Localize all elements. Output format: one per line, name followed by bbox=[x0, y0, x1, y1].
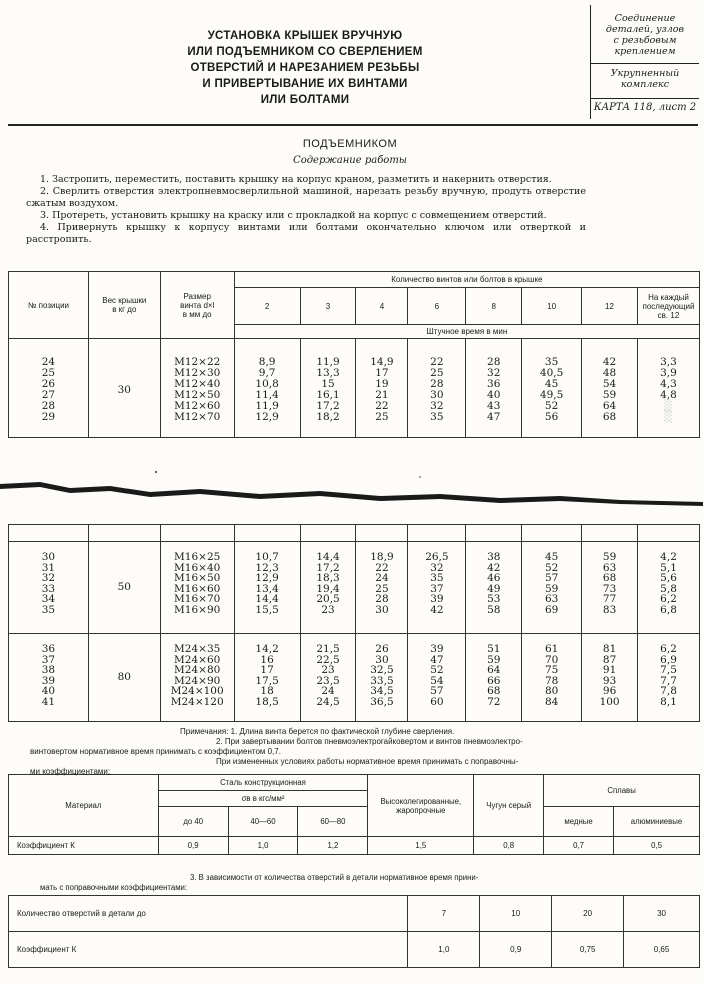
cell-values: 8,9 9,7 10,8 11,4 11,9 12,9 bbox=[234, 339, 300, 438]
cell-values: 45 52 57 59 63 69 bbox=[522, 542, 582, 634]
cell-values: 59 63 68 73 77 83 bbox=[582, 542, 638, 634]
cell-positions: 36 37 38 39 40 41 bbox=[9, 634, 89, 722]
cell-values: 42 48 54 59 64 68 bbox=[582, 339, 638, 438]
cell-values: 81 87 91 93 96 100 bbox=[582, 634, 638, 722]
work-step: 1. Застропить, переместить, поставить крышку на корпус краном, разметить и накернить отверстия. bbox=[40, 174, 552, 185]
cell-values: 28 32 36 40 43 47 bbox=[466, 339, 522, 438]
cell-extra: 3,3 3,9 4,3 4,8 ░ ░ bbox=[637, 339, 699, 438]
table-row-group bbox=[9, 542, 700, 634]
side-category: Соединение деталей, узлов с резьбовым креплением bbox=[605, 13, 685, 57]
cell-positions: 30 31 32 33 34 35 bbox=[9, 542, 89, 634]
col-cast-iron: Чугун серый bbox=[474, 775, 544, 837]
material-coef-table bbox=[8, 774, 700, 855]
col-range: 60—80 bbox=[298, 807, 368, 837]
col-count: 6 bbox=[408, 288, 466, 325]
col-steel: Сталь конструкционная bbox=[158, 775, 368, 791]
cell-weight: 30 bbox=[88, 339, 160, 438]
col-range: 40—60 bbox=[228, 807, 298, 837]
holes-coef-table bbox=[8, 895, 700, 968]
col-extra: На каждый последующий св. 12 bbox=[637, 288, 699, 325]
work-step: 2. Сверлить отверстия электропневмосверлильной машиной, нарезать резьбу вручную, продуть отверстие сжатым воздухом. bbox=[26, 186, 586, 209]
cell-extra: 4,2 5,1 5,6 5,8 6,2 6,8 bbox=[638, 542, 700, 634]
col-count: 4 bbox=[356, 288, 408, 325]
card-side-box bbox=[590, 5, 699, 119]
cell-values: 51 59 64 66 68 72 bbox=[466, 634, 522, 722]
section-title: ПОДЪЕМНИКОМ bbox=[302, 138, 398, 150]
side-complex: Укрупненный комплекс bbox=[591, 63, 699, 90]
cell-weight: 80 bbox=[88, 634, 160, 722]
col-high-alloy: Высоколегированные, жаропрочные bbox=[368, 775, 474, 837]
col-count: 2 bbox=[234, 288, 300, 325]
cell-positions: 24 25 26 27 28 29 bbox=[9, 339, 89, 438]
card-title: УСТАНОВКА КРЫШЕК ВРУЧНУЮ ИЛИ ПОДЪЕМНИКОМ СО СВЕРЛЕНИЕМ ОТВЕРСТИЙ И НАРЕЗАНИЕМ РЕЗЬБЫ И ПРИВЕРТЫВАНИЕ ИХ ВИНТАМИ ИЛИ БОЛТАМИ bbox=[187, 30, 423, 106]
col-range: до 40 bbox=[158, 807, 228, 837]
card-number: КАРТА 118, лист 2 bbox=[591, 98, 699, 113]
notes: Примечания: 1. Длина винта берется по фактической глубине сверления. 2. При завертывании болтов пневмоэлектрогайковертом и винтов пневмоэлектро- винтовертом нормативное время принимать с коэффициентом 0,7. При измененных условиях работы нормативное время принимать с поправочны- ми коэффициентами: bbox=[30, 727, 523, 776]
time-table-bottom bbox=[8, 524, 700, 722]
col-weight: Вес крышки в кг до bbox=[88, 272, 160, 339]
cell-values: 21,5 22,5 23 23,5 24 24,5 bbox=[300, 634, 356, 722]
cell-extra: 6,2 6,9 7,5 7,7 7,8 8,1 bbox=[638, 634, 700, 722]
col-alloys: Сплавы bbox=[544, 775, 700, 807]
table-row: Коэффициент К 0,9 1,0 1,2 1,5 0,8 0,7 0,5 bbox=[9, 837, 700, 855]
table-row: Коэффициент К 1,0 0,9 0,75 0,65 bbox=[9, 932, 700, 968]
col-alloy-type: алюминиевые bbox=[614, 807, 700, 837]
cell-values: 39 47 52 54 57 60 bbox=[408, 634, 466, 722]
cell-weight: 50 bbox=[88, 542, 160, 634]
col-size: Размер винта d×l в мм до bbox=[160, 272, 234, 339]
col-count: 8 bbox=[466, 288, 522, 325]
col-group-count: Количество винтов или болтов в крышке bbox=[234, 272, 699, 288]
work-steps bbox=[26, 174, 586, 246]
work-step: 3. Протереть, установить крышку на краску или с прокладкой на корпус с совмещением отверстий. bbox=[40, 210, 547, 221]
col-sigma: σв в кгс/мм² bbox=[158, 791, 368, 807]
col-count: 12 bbox=[582, 288, 638, 325]
time-table-top bbox=[8, 271, 700, 438]
note-3: 3. В зависимости от количества отверстий в детали нормативное время прини- мать с поправочными коэффициентами: bbox=[40, 873, 479, 892]
section-subtitle: Содержание работы bbox=[293, 155, 407, 166]
cell-values: 38 42 46 49 53 58 bbox=[466, 542, 522, 634]
cell-sizes: M16×25 M16×40 M16×50 M16×60 M16×70 M16×90 bbox=[160, 542, 234, 634]
col-count: 10 bbox=[522, 288, 582, 325]
table-row: Количество отверстий в детали до 7 10 20 30 bbox=[9, 896, 700, 932]
cell-values: 14,9 17 19 21 22 25 bbox=[356, 339, 408, 438]
cell-values: 11,9 13,3 15 16,1 17,2 18,2 bbox=[300, 339, 356, 438]
cell-values: 10,7 12,3 12,9 13,4 14,4 15,5 bbox=[234, 542, 300, 634]
header-rule bbox=[8, 124, 698, 126]
col-unit: Штучное время в мин bbox=[234, 325, 699, 339]
cell-sizes: M24×35 M24×60 M24×80 M24×90 M24×100 M24×120 bbox=[160, 634, 234, 722]
cell-values: 35 40,5 45 49,5 52 56 bbox=[522, 339, 582, 438]
cell-values: 26 30 32,5 33,5 34,5 36,5 bbox=[356, 634, 408, 722]
col-alloy-type: медные bbox=[544, 807, 614, 837]
cell-values: 26,5 32 35 37 39 42 bbox=[408, 542, 466, 634]
cell-sizes: M12×22 M12×30 M12×40 M12×50 M12×60 M12×70 bbox=[160, 339, 234, 438]
torn-edge bbox=[0, 470, 703, 510]
table-row-group bbox=[9, 634, 700, 722]
cell-values: 18,9 22 24 25 28 30 bbox=[356, 542, 408, 634]
col-count: 3 bbox=[300, 288, 356, 325]
cell-values: 61 70 75 78 80 84 bbox=[522, 634, 582, 722]
col-material: Материал bbox=[9, 775, 159, 837]
cell-values: 14,4 17,2 18,3 19,4 20,5 23 bbox=[300, 542, 356, 634]
work-step: 4. Привернуть крышку к корпусу винтами или болтами окончательно ключом или отверткой и расстропить. bbox=[26, 222, 586, 245]
cell-values: 14,2 16 17 17,5 18 18,5 bbox=[234, 634, 300, 722]
cell-values: 22 25 28 30 32 35 bbox=[408, 339, 466, 438]
table-row-group bbox=[9, 339, 700, 438]
col-position: № позиции bbox=[9, 272, 89, 339]
